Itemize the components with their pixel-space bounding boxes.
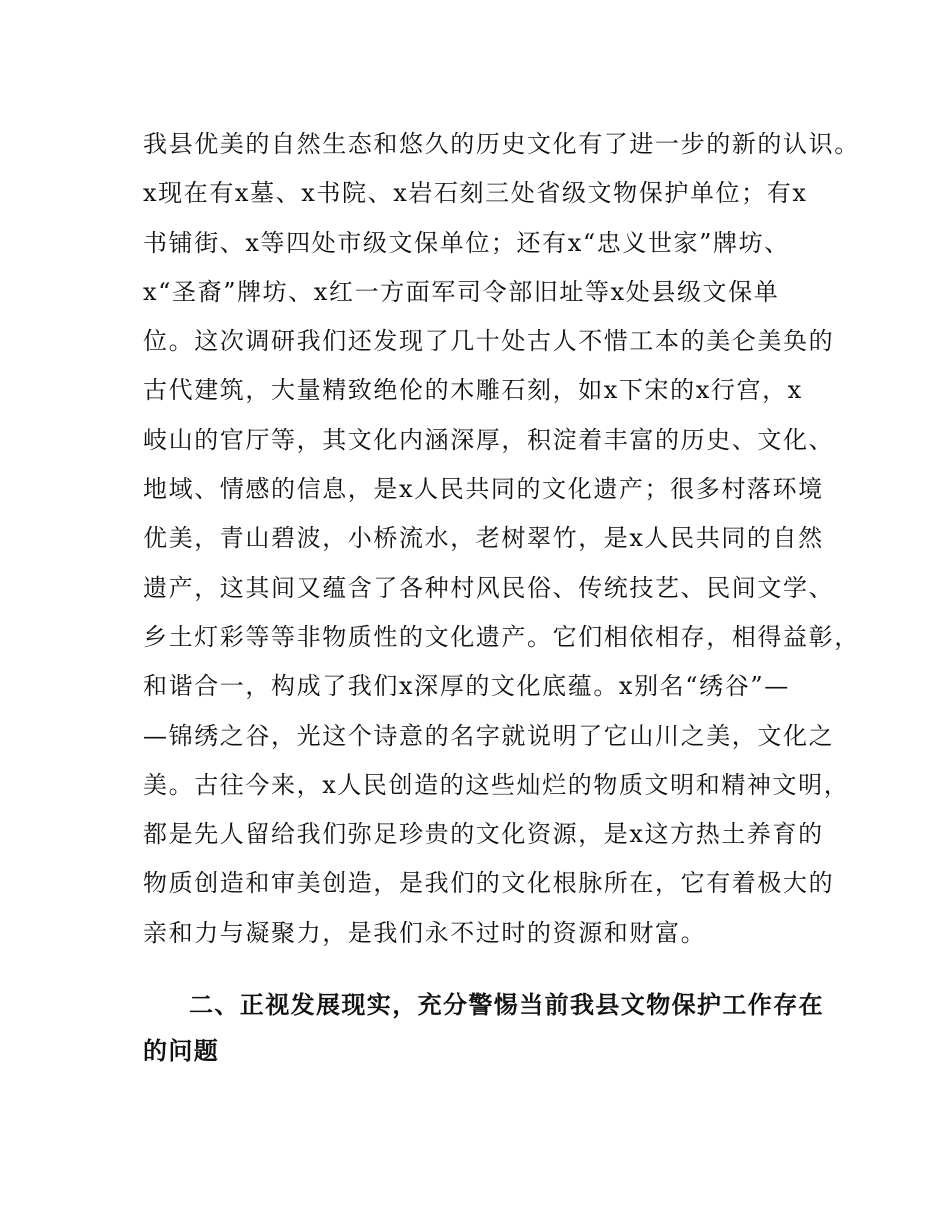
paragraph-line: 乡土灯彩等等非物质性的文化遗产。它们相依相存，相得益彰， — [143, 622, 860, 651]
paragraph-line: 美。古往今来，x人民创造的这些灿烂的物质文明和精神文明， — [143, 770, 850, 799]
heading-line: 的问题 — [143, 1037, 220, 1065]
paragraph-line: 遗产，这其间又蕴含了各种村风民俗、传统技艺、民间文学、 — [143, 573, 835, 602]
paragraph-line: 和谐合一，构成了我们x深厚的文化底蕴。x别名“绣谷”— — [143, 672, 790, 701]
paragraph-line: 书铺街、x等四处市级文保单位；还有x“忠义世家”牌坊、 — [143, 228, 790, 257]
paragraph-line: 优美，青山碧波，小桥流水，老树翠竹，是x人民共同的自然 — [143, 524, 824, 553]
heading-line: 二、正视发展现实，充分警惕当前我县文物保护工作存在 — [189, 991, 824, 1019]
body-paragraph — [143, 120, 860, 958]
paragraph-line: 古代建筑，大量精致绝伦的木雕石刻，如x下宋的x行宫，x — [143, 376, 803, 405]
paragraph-line: —锦绣之谷，光这个诗意的名字就说明了它山川之美，文化之 — [143, 721, 835, 750]
paragraph-line: 地域、情感的信息，是x人民共同的文化遗产；很多村落环境 — [143, 475, 824, 504]
paragraph-line: 物质创造和审美创造，是我们的文化根脉所在，它有着极大的 — [143, 869, 835, 898]
paragraph-line: x“圣裔”牌坊、x红一方面军司令部旧址等x处县级文保单 — [143, 277, 780, 306]
paragraph-line: 都是先人留给我们弥足珍贵的文化资源，是x这方热土养育的 — [143, 820, 824, 849]
paragraph-line: 我县优美的自然生态和悠久的历史文化有了进一步的新的认识。 — [143, 130, 860, 158]
section-heading — [143, 982, 843, 1074]
paragraph-line: x现在有x墓、x书院、x岩石刻三处省级文物保护单位；有x — [143, 179, 808, 208]
paragraph-line: 岐山的官厅等，其文化内涵深厚，积淀着丰富的历史、文化、 — [143, 425, 835, 454]
paragraph-line: 亲和力与凝聚力，是我们永不过时的资源和财富。 — [143, 918, 707, 947]
paragraph-line: 位。这次调研我们还发现了几十处古人不惜工本的美仑美奂的 — [143, 327, 835, 356]
